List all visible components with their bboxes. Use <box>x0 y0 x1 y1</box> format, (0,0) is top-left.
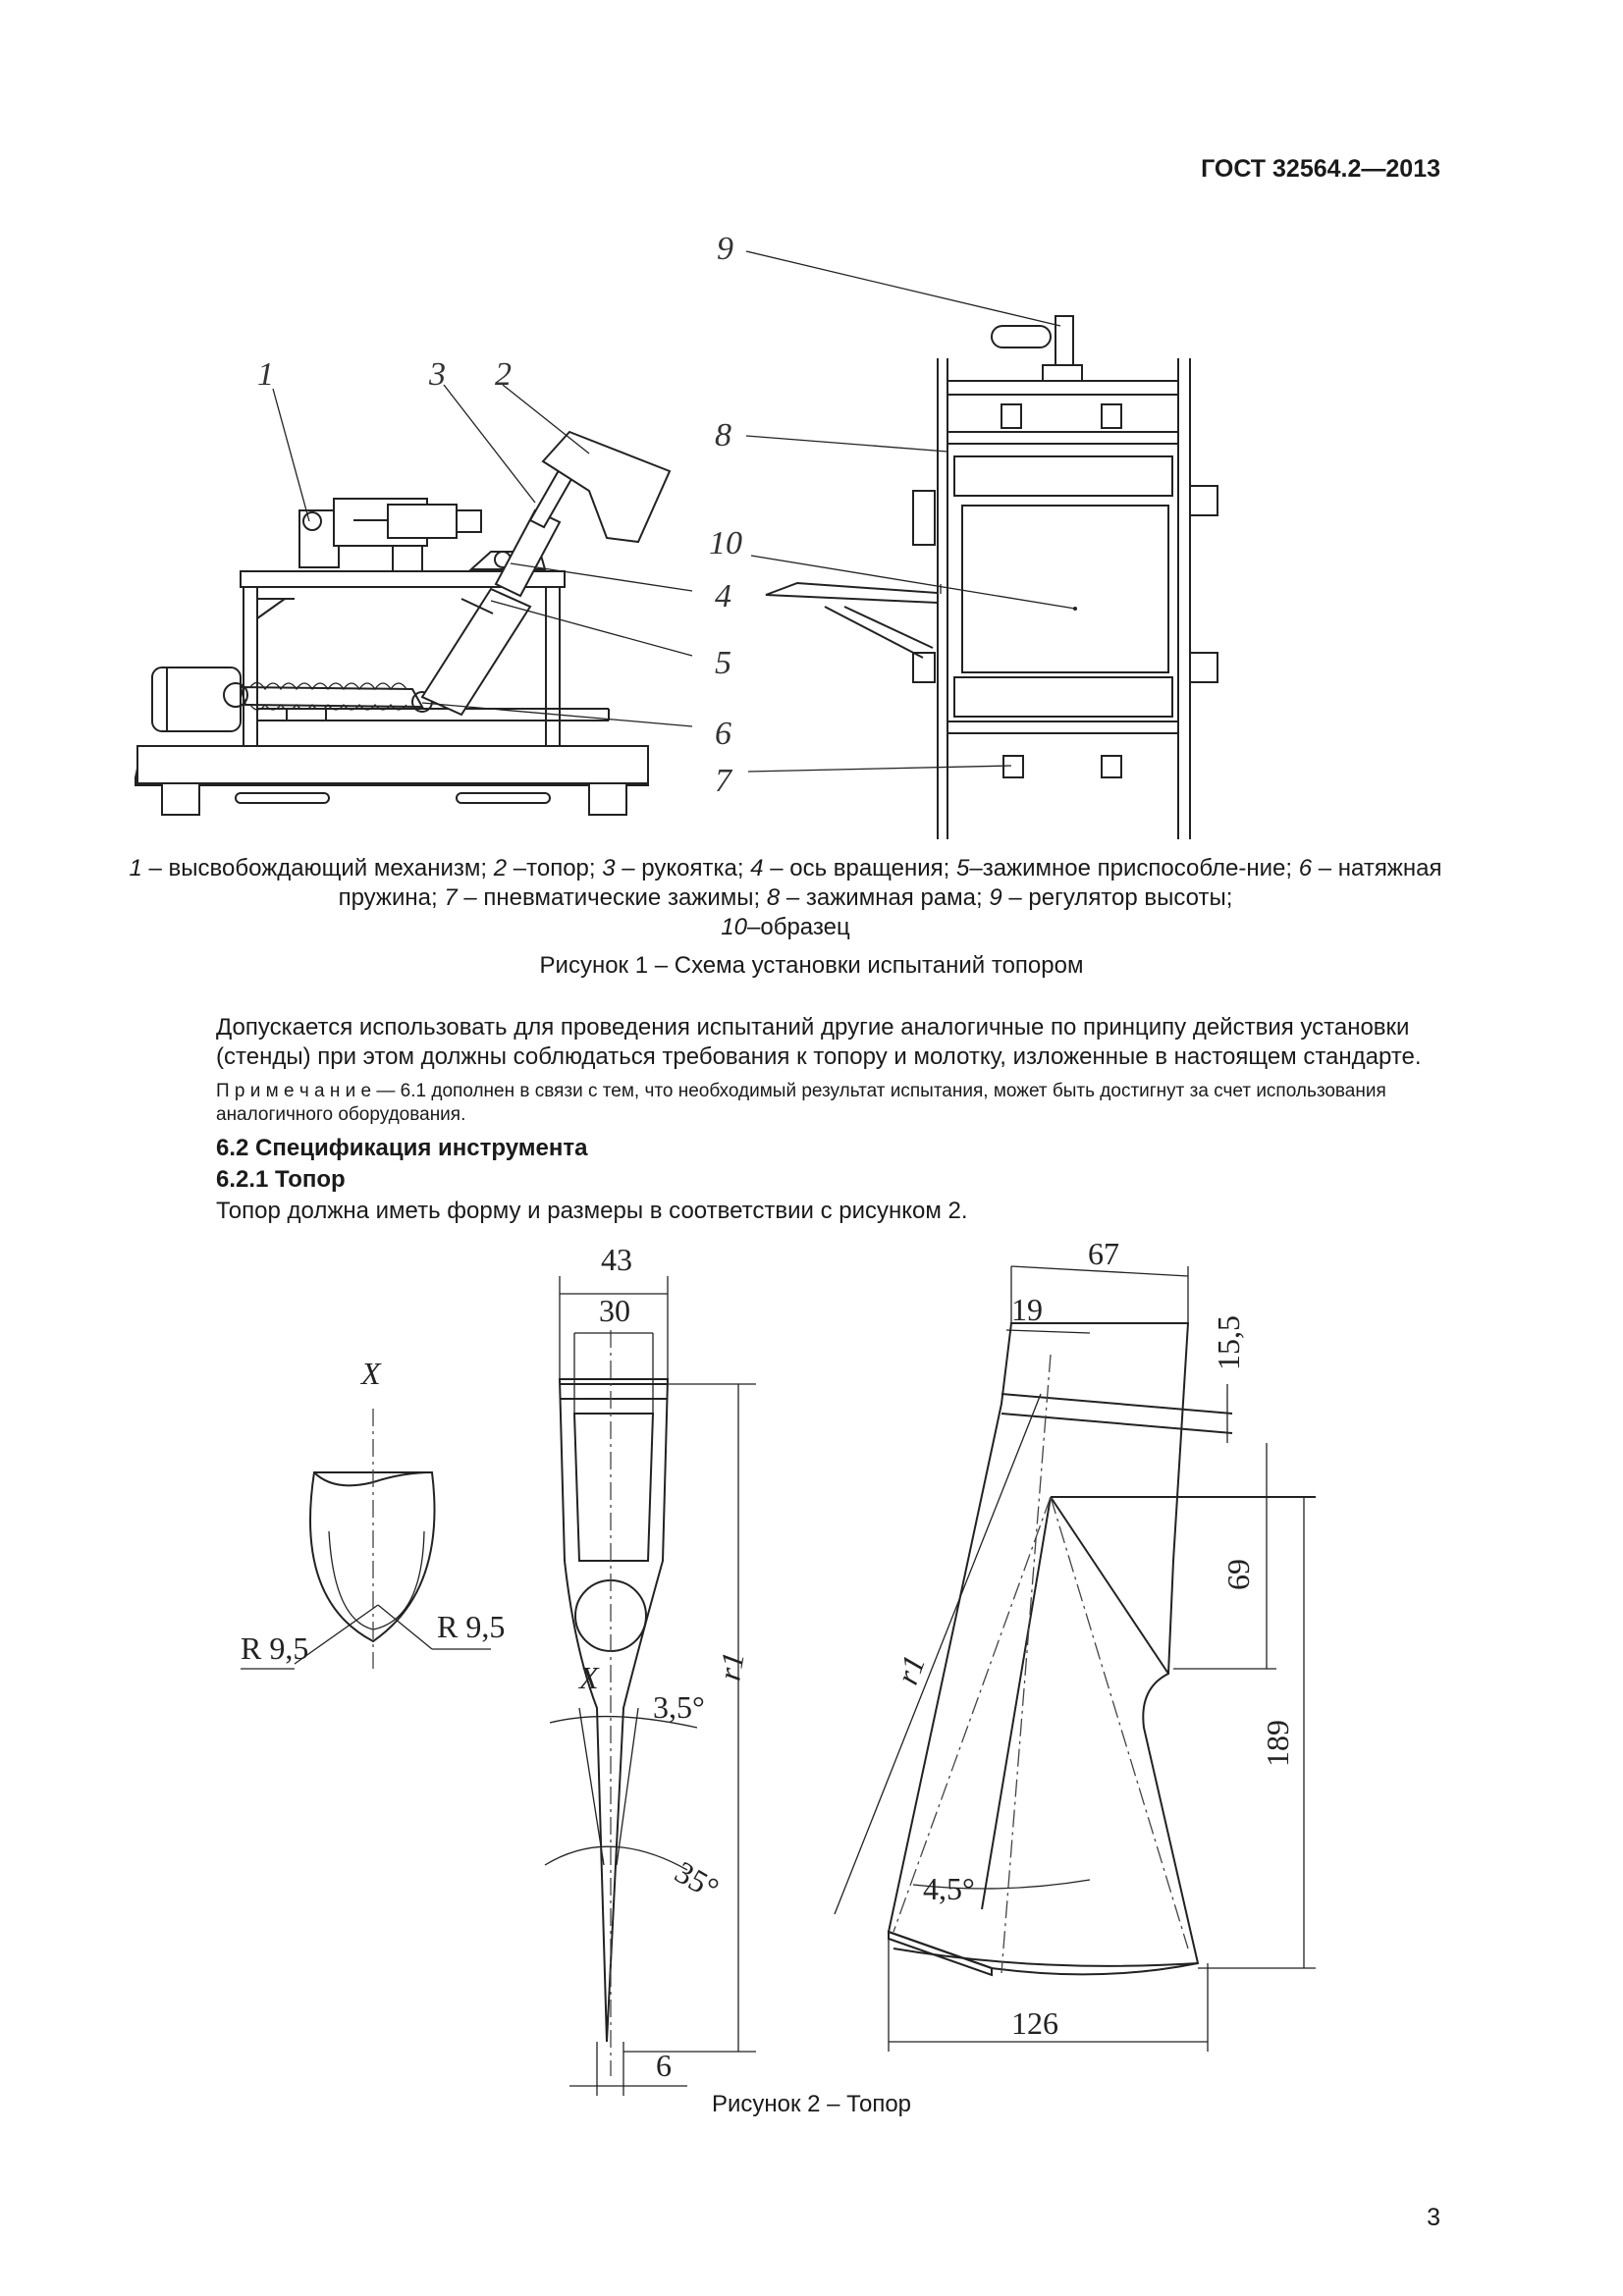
fig1-label-6: 6 <box>715 716 731 752</box>
legend-text-3: – рукоятка; <box>615 855 751 881</box>
legend-num-2: 2 <box>493 855 508 881</box>
fig1-label-4: 4 <box>715 578 731 614</box>
fig1-label-9: 9 <box>717 231 733 267</box>
dim-126: 126 <box>1011 2005 1058 2041</box>
fig1-label-1: 1 <box>257 356 274 393</box>
section-title: 6.2 Спецификация инструмента <box>216 1135 588 1161</box>
dim-189: 189 <box>1260 1720 1295 1767</box>
body-paragraph-text: Допускается использовать для проведения испытаний другие аналогичные по принципу действия установки (стенды) при этом должны соблюдаться требования к топору и молотку, изложенные в настоящем стандарте. <box>216 1014 1422 1070</box>
dim-angle-35: 35° <box>669 1853 726 1907</box>
fig1-label-2: 2 <box>495 356 512 393</box>
legend-text-9: – регулятор высоты; <box>1001 884 1233 911</box>
legend-text-1: – высвобождающий механизм; <box>141 855 494 881</box>
legend-text-6: – натяжная пружина; <box>338 855 1442 911</box>
legend-text-5: –зажимное приспособле-ние; <box>969 855 1299 881</box>
legend-text-2: –топор; <box>507 855 603 881</box>
subsection-text: Топор должна иметь форму и размеры в соответствии с рисунком 2. <box>216 1198 968 1224</box>
fig2-x-label-mid: X <box>579 1660 599 1695</box>
legend-num-8: 8 <box>766 884 781 911</box>
figure-1-legend <box>128 854 1443 942</box>
test-rig-side-view <box>135 432 670 815</box>
dim-69: 69 <box>1220 1559 1256 1590</box>
legend-num-7: 7 <box>444 884 458 911</box>
fig1-label-10: 10 <box>709 525 742 561</box>
fig1-label-8: 8 <box>715 417 731 454</box>
fig1-label-5: 5 <box>715 645 731 681</box>
legend-text-8: – зажимная рама; <box>780 884 990 911</box>
dim-r95-right: R 9,5 <box>437 1609 506 1644</box>
standard-header: ГОСТ 32564.2—2013 <box>1201 155 1440 183</box>
dim-6: 6 <box>656 2048 672 2083</box>
fig1-label-7: 7 <box>715 763 731 799</box>
note <box>216 1080 1443 1127</box>
dim-angle-4-5: 4,5° <box>923 1871 975 1906</box>
legend-text-7: – пневматические зажимы; <box>457 884 767 911</box>
legend-num-3: 3 <box>602 855 616 881</box>
legend-num-6: 6 <box>1298 855 1313 881</box>
figure-1-caption: Рисунок 1 – Схема установки испытаний топором <box>539 952 1084 979</box>
figure-2-drawing <box>0 1227 1623 2110</box>
figure-1-drawing <box>0 0 1623 854</box>
dim-angle-3-5: 3,5° <box>653 1689 705 1725</box>
dim-15-5: 15,5 <box>1211 1315 1246 1370</box>
dim-30: 30 <box>599 1293 630 1328</box>
legend-num-9: 9 <box>989 884 1002 911</box>
figure-2-caption: Рисунок 2 – Топор <box>711 2091 912 2117</box>
subsection-title: 6.2.1 Топор <box>216 1166 346 1193</box>
legend-text-4: – ось вращения; <box>763 855 956 881</box>
page-number: 3 <box>1427 2204 1440 2231</box>
legend-num-5: 5 <box>956 855 970 881</box>
note-text: — 6.1 дополнен в связи с тем, что необходимый результат испытания, может быть достигнут за счет использования аналогичного оборудования. <box>216 1081 1386 1125</box>
axe-side-view <box>545 1276 756 2096</box>
dim-43: 43 <box>601 1242 632 1277</box>
note-label: П р и м е ч а н и е <box>216 1081 372 1101</box>
dim-r95-left: R 9,5 <box>241 1630 309 1666</box>
clamping-frame-front-view <box>766 316 1217 839</box>
fig2-r1-b: r1 <box>889 1650 932 1689</box>
legend-num-1: 1 <box>129 855 142 881</box>
legend-text-10: –образец <box>747 914 850 940</box>
fig1-label-3: 3 <box>429 356 446 393</box>
dim-19: 19 <box>1011 1292 1043 1327</box>
legend-num-4: 4 <box>750 855 764 881</box>
legend-num-10: 10 <box>721 914 747 940</box>
body-paragraph <box>216 984 1443 1072</box>
dim-67: 67 <box>1088 1236 1119 1271</box>
fig2-r1-a: r1 <box>711 1649 751 1683</box>
fig2-x-label-top: X <box>361 1356 381 1391</box>
